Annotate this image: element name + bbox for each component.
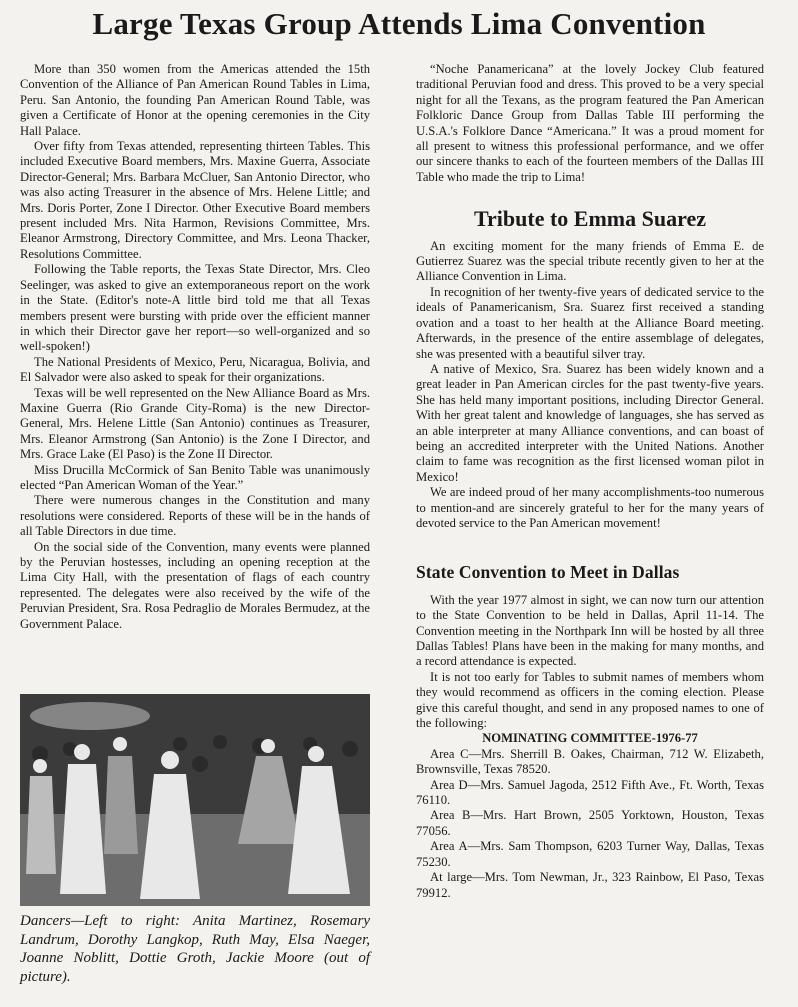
tribute-paragraph: A native of Mexico, Sra. Suarez has been widely known and a great leader in Pan American circles for the past twenty-five years. She has held many important positions, including Director General. With her great talent and knowledge of languages, she has served as an able interpreter at many Alliance conventions, and can boast of being an accredited interpreter with the United Nations. Another claim to fame was recognition as the first licensed woman pilot in Mexico!: [416, 361, 764, 484]
article-paragraph: Miss Drucilla McCormick of San Benito Table was unanimously elected “Pan American Woman of the Year.”: [20, 462, 370, 492]
committee-entry: Area D—Mrs. Samuel Jagoda, 2512 Fifth Ave., Ft. Worth, Texas 76110.: [416, 777, 764, 808]
article-paragraph: “Noche Panamericana” at the lovely Jockey Club featured traditional Peruvian food and dress. This proved to be a very special night for all the Texans, as the program featured the Pan American Folkloric Dance Group from Dallas Table III performing the U.S.A.'s Folklore Dance “Americana.” It was a proud moment for all present to witness this professional performance, and we offer our sincere thanks to each of the fourteen members of the Dallas III Table who made the trip to Lima!: [416, 62, 764, 184]
tribute-heading: Tribute to Emma Suarez: [474, 206, 706, 232]
tribute-paragraph: We are indeed proud of her many accomplishments-too numerous to mention-and are sincerely grateful to her for the many years of devoted service to the Pan American movement!: [416, 485, 764, 530]
article-paragraph: More than 350 women from the Americas attended the 15th Convention of the Alliance of Pan American Round Tables in Lima, Peru. San Antonio, the founding Pan American Round Table, was given a Certificate of Honor at the opening ceremonies in the City Hall Palace.: [20, 62, 370, 138]
article-paragraph: Over fifty from Texas attended, representing thirteen Tables. This included Executive Board members, Mrs. Maxine Guerra, Associate Director-General; Mrs. Barbara McCluer, San Antonio Director, who was also acting Treasurer in the absence of Mrs. Helene Little; and Mrs. Doris Porter, Zone I Director. Other Executive Board members present included Mrs. Nita Harmon, Revisions Committee, Mrs. Eleanor Armstrong, Directory Committee, and Mrs. Leona Thacker, Resolutions Committee.: [20, 139, 370, 261]
article-paragraph: On the social side of the Convention, many events were planned by the Peruvian hostesses, including an opening reception at the Lima City Hall, with the presentation of flags of each country represented. The delegates were also received by the wife of the Peruvian President, Sra. Rosa Pedraglio de Morales Bermudez, at the Government Palace.: [20, 539, 370, 631]
dancers-photo: [20, 694, 370, 906]
tribute-paragraph: An exciting moment for the many friends of Emma E. de Gutierrez Suarez was the special tribute recently given to her at the Alliance Convention in Lima.: [416, 238, 764, 284]
committee-entry: Area B—Mrs. Hart Brown, 2505 Yorktown, Houston, Texas 77056.: [416, 808, 764, 838]
article-paragraph: Texas will be well represented on the New Alliance Board as Mrs. Maxine Guerra (Rio Grande City-Roma) is the new Director-General, Mrs. Helene Little (San Antonio) continues as Treasurer, Mrs. Eleanor Armstrong (San Antonio) is the Zone I Director, and Mrs. Grace Lake (El Paso) is the Zone II Director.: [20, 385, 370, 462]
state-convention-paragraph: It is not too early for Tables to submit names of members whom they would recommend as officers in the coming election. Please give this careful thought, and send in any proposed names to one of the following:: [416, 669, 764, 731]
committee-entry: Area A—Mrs. Sam Thompson, 6203 Turner Way, Dallas, Texas 75230.: [416, 839, 764, 869]
left-column: [20, 62, 370, 632]
photo-caption: Dancers—Left to right: Anita Martinez, Rosemary Landrum, Dorothy Langkop, Ruth May, Elsa Naeger, Joanne Noblitt, Dottie Groth, Jackie Moore (out of picture).: [20, 913, 370, 985]
nominating-committee-heading: NOMINATING COMMITTEE-1976-77: [482, 731, 698, 746]
tribute-paragraph: In recognition of her twenty-five years of dedicated service to the ideals of Panamericanism, Sra. Suarez first received a standing ovation and a toast to her health at the Alliance Board meeting. Afterwards, in the presence of the entire assemblage of delegates, she was presented with a beautiful silver tray.: [416, 284, 764, 361]
state-convention-paragraph: With the year 1977 almost in sight, we can now turn our attention to the State Convention to be held in Dallas, April 11-14. The Convention meeting in the Northpark Inn will be hosted by all three Dallas Tables! Plans have been in the making for many months, and a record attendance is expected.: [416, 592, 764, 669]
article-paragraph: Following the Table reports, the Texas State Director, Mrs. Cleo Seelinger, was asked to give an extemporaneous report on the work in the State. (Editor's note-A little bird told me that all Texas members present were bursting with pride over the efficient manner in which their Director gave her report—so well-organized and so well-spoken!): [20, 262, 370, 354]
state-convention-heading: State Convention to Meet in Dallas: [416, 562, 680, 583]
article-headline: Large Texas Group Attends Lima Convention: [92, 6, 706, 41]
committee-entry: At large—Mrs. Tom Newman, Jr., 323 Rainbow, El Paso, Texas 79912.: [416, 870, 764, 900]
right-column: [416, 62, 764, 901]
article-paragraph: The National Presidents of Mexico, Peru, Nicaragua, Bolivia, and El Salvador were also asked to speak for their organizations.: [20, 354, 370, 385]
article-paragraph: There were numerous changes in the Constitution and many resolutions were considered. Reports of these will be in the hands of all Table Directors in due time.: [20, 493, 370, 539]
committee-entry: Area C—Mrs. Sherrill B. Oakes, Chairman, 712 W. Elizabeth, Brownsville, Texas 78520.: [416, 746, 764, 777]
